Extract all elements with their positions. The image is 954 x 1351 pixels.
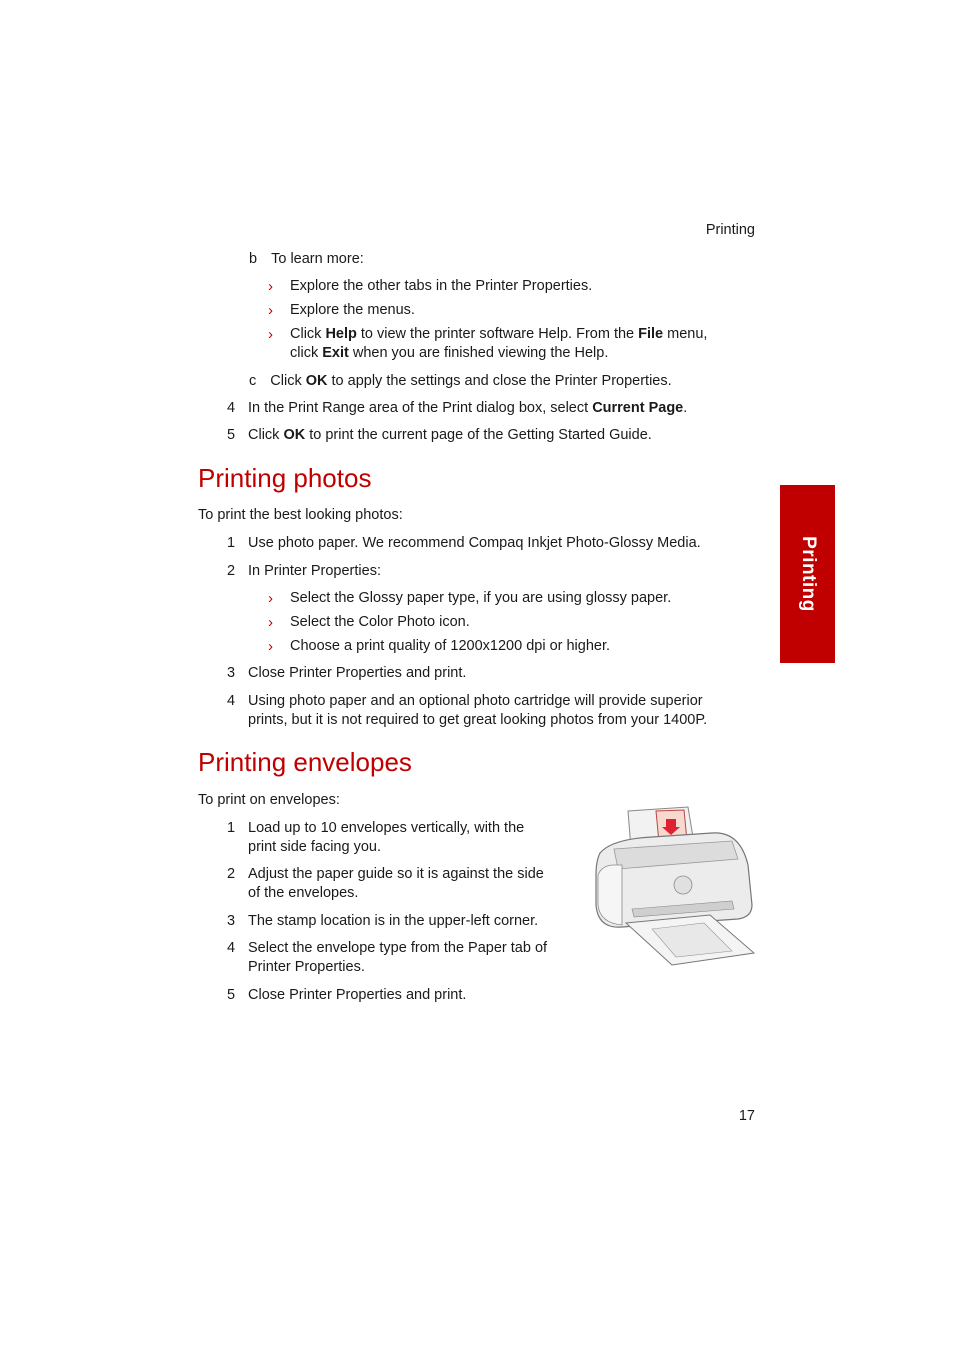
- chevron-right-icon: ›: [268, 302, 273, 319]
- chevron-right-icon: ›: [268, 278, 273, 295]
- bullet-item: › Select the Color Photo icon.: [268, 614, 470, 631]
- substep-marker: c: [249, 373, 257, 389]
- running-header: Printing: [705, 222, 755, 238]
- printer-illustration: [592, 805, 757, 970]
- list-item: 1 Load up to 10 envelopes vertically, with the print side facing you.: [227, 820, 525, 855]
- section-side-tab: [780, 485, 835, 663]
- bullet-item-help: [268, 326, 708, 361]
- list-item: 4 Select the envelope type from the Paper tab of Printer Properties.: [227, 940, 548, 975]
- bullet-text-line1: Click Help to view the printer software Help. From the File menu,: [290, 326, 708, 342]
- substep-c: [249, 373, 672, 389]
- list-item: 2 Adjust the paper guide so it is against the side of the envelopes.: [227, 866, 544, 901]
- section-heading-envelopes: Printing envelopes: [198, 747, 412, 777]
- bullet-text: Explore the other tabs in the Printer Properties.: [290, 278, 593, 294]
- step-number: 5: [227, 427, 236, 443]
- chevron-right-icon: ›: [268, 326, 273, 343]
- step-number: 4: [227, 400, 236, 416]
- bullet-item: › Select the Glossy paper type, if you are using glossy paper.: [268, 590, 672, 607]
- list-item: 1 Use photo paper. We recommend Compaq Inkjet Photo-Glossy Media.: [227, 535, 701, 551]
- step-4: [227, 400, 688, 416]
- substep-marker: b: [249, 251, 258, 267]
- step-text: Click OK to print the current page of the Getting Started Guide.: [248, 427, 652, 443]
- help-keyword: Help: [325, 326, 357, 342]
- section-intro: To print the best looking photos:: [198, 507, 403, 523]
- list-item: 5 Close Printer Properties and print.: [227, 987, 467, 1003]
- step-text: In the Print Range area of the Print dialog box, select Current Page.: [248, 400, 688, 416]
- section-intro: To print on envelopes:: [198, 792, 340, 808]
- chevron-right-icon: ›: [268, 590, 273, 607]
- list-item: 3 Close Printer Properties and print.: [227, 665, 467, 681]
- substep-b: [249, 251, 364, 267]
- step-5: [227, 427, 652, 443]
- side-tab-label: Printing: [797, 536, 819, 612]
- substep-text: Click OK to apply the settings and close the Printer Properties.: [270, 373, 672, 389]
- bullet-item: [268, 302, 415, 319]
- exit-keyword: Exit: [322, 345, 349, 361]
- list-item: 4 Using photo paper and an optional photo cartridge will provide superior prints, but it is not required to get great looking photos from your 1400P.: [227, 693, 708, 728]
- bullet-text: Explore the menus.: [290, 302, 415, 318]
- chevron-right-icon: ›: [268, 638, 273, 655]
- list-item: 2 In Printer Properties:: [227, 563, 381, 579]
- section-heading-photos: Printing photos: [198, 463, 372, 493]
- page-number: 17: [738, 1108, 755, 1124]
- file-keyword: File: [638, 326, 664, 342]
- bullet-item: [268, 278, 593, 295]
- chevron-right-icon: ›: [268, 614, 273, 631]
- substep-text: To learn more:: [271, 251, 364, 267]
- bullet-item: › Choose a print quality of 1200x1200 dpi or higher.: [268, 638, 611, 655]
- bullet-text-line2: click Exit when you are finished viewing the Help.: [290, 345, 609, 361]
- list-item: 3 The stamp location is in the upper-left corner.: [227, 913, 539, 929]
